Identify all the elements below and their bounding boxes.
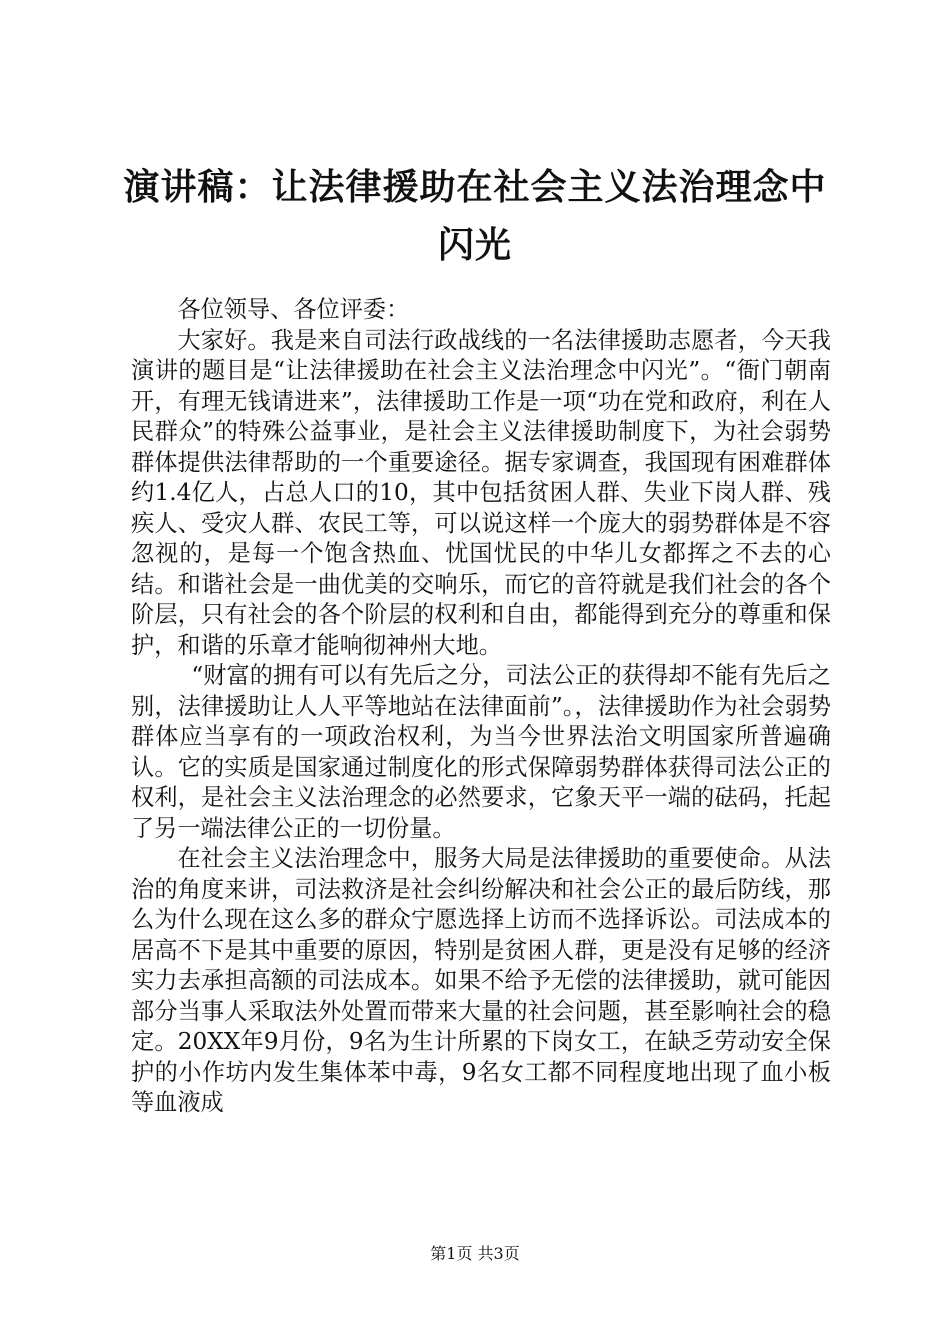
paragraph-2: “财富的拥有可以有先后之分，司法公正的获得却不能有先后之别，法律援助让人人平等地站在法律面前”。，法律援助作为社会弱势群体应当享有的一项政治权利，为当今世界法治文明国家所普遍确认。它的实质是国家通过制度化的形式保障弱势群体获得司法公正的权利，是社会主义法治理念的必然要求，它象天平一端的砝码，托起了另一端法律公正的一切份量。 [131, 662, 831, 842]
page-footer: 第1页 共3页 [430, 1244, 520, 1263]
document-title: 演讲稿：让法律援助在社会主义法治理念中闪光 [123, 166, 827, 266]
paragraph-3: 在社会主义法治理念中，服务大局是法律援助的重要使命。从法治的角度来讲，司法救济是社会纠纷解决和社会公正的最后防线，那么为什么现在这么多的群众宁愿选择上访而不选择诉讼。司法成本的居高不下是其中重要的原因，特别是贫困人群，更是没有足够的经济实力去承担高额的司法成本。如果不给予无偿的法律援助，就可能因部分当事人采取法外处置而带来大量的社会问题，甚至影响社会的稳定。20XX年9月份，9名为生计所累的下岗女工，在缺乏劳动安全保护的小作坊内发生集体苯中毒，9名女工都不同程度地出现了血小板等血液成 [131, 845, 831, 1116]
paragraph-1: 大家好。我是来自司法行政战线的一名法律援助志愿者，今天我演讲的题目是“让法律援助在社会主义法治理念中闪光”。“衙门朝南开，有理无钱请进来”，法律援助工作是一项“功在党和政府，利在人民群众”的特殊公益事业，是社会主义法律援助制度下，为社会弱势群体提供法律帮助的一个重要途径。据专家调查，我国现有困难群体约1.4亿人，占总人口的10，其中包括贫困人群、失业下岗人群、残疾人、受灾人群、农民工等，可以说这样一个庞大的弱势群体是不容忽视的，是每一个饱含热血、忧国忧民的中华儿女都挥之不去的心结。和谐社会是一曲优美的交响乐，而它的音符就是我们社会的各个阶层，只有社会的各个阶层的权利和自由，都能得到充分的尊重和保护，和谐的乐章才能响彻神州大地。 [131, 326, 831, 659]
document-body [131, 295, 831, 1119]
salutation: 各位领导、各位评委： [177, 296, 410, 323]
